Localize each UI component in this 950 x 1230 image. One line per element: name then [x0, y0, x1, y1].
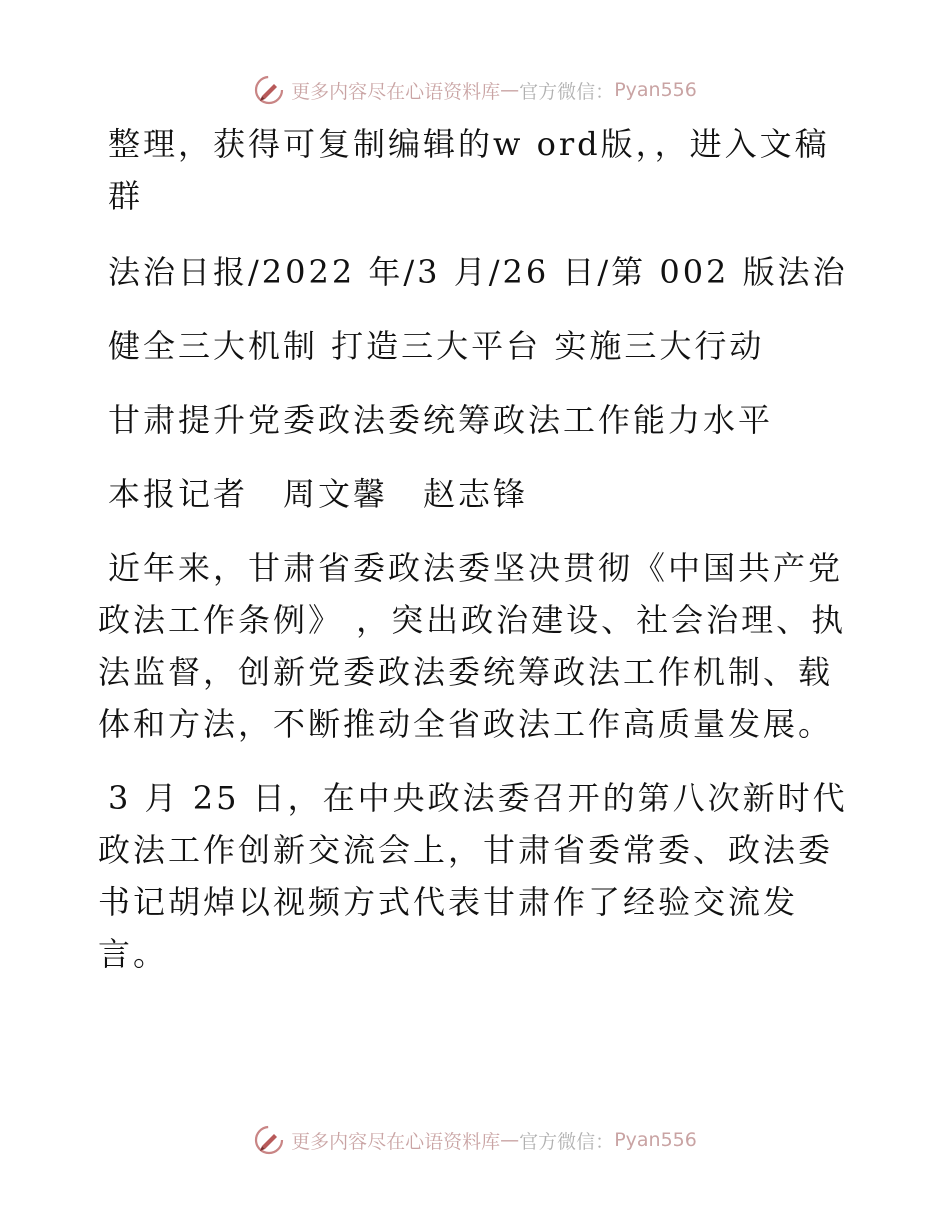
body-paragraph-2: [98, 772, 858, 980]
watermark-text: 更多内容尽在心语资料库: [291, 80, 501, 103]
pen-swirl-logo-icon: [253, 74, 285, 106]
intro-paragraph: 整理，获得可复制编辑的w ord版，，进入文稿群: [108, 125, 830, 215]
watermark-separator: —: [500, 1129, 520, 1151]
byline: 本报记者 周文馨 赵志锋: [108, 475, 529, 513]
watermark-text: 更多内容尽在心语资料库: [291, 1130, 501, 1153]
headline-main: 健全三大机制 打造三大平台 实施三大行动: [108, 327, 765, 365]
pen-swirl-logo-icon: [253, 1124, 285, 1156]
body-paragraph-1: [98, 542, 858, 750]
header-watermark: [0, 70, 950, 110]
body-paragraph-2-text: 3 月 25 日，在中央政法委召开的第八次新时代政法工作创新交流会上，甘肃省委常委、政法委书记胡焯以视频方式代表甘肃作了经验交流发言。: [98, 779, 848, 973]
watermark-wechat-id: Pyan556: [614, 1129, 697, 1151]
watermark-wechat-id: Pyan556: [614, 79, 697, 101]
watermark-wechat-label: 官方微信：: [519, 1130, 615, 1153]
headline-sub: 甘肃提升党委政法委统筹政法工作能力水平: [108, 401, 774, 439]
document-body: [98, 118, 858, 980]
source-line: 法治日报/2022 年/3 月/26 日/第 002 版法治: [108, 253, 848, 291]
watermark-wechat-label: 官方微信：: [519, 80, 615, 103]
body-paragraph-1-text: 近年来，甘肃省委政法委坚决贯彻《中国共产党政法工作条例》 ，突出政治建设、社会治理、执法监督，创新党委政法委统筹政法工作机制、载体和方法，不断推动全省政法工作高质量发展。: [98, 549, 847, 743]
footer-watermark: [0, 1120, 950, 1160]
watermark-separator: —: [500, 79, 520, 101]
